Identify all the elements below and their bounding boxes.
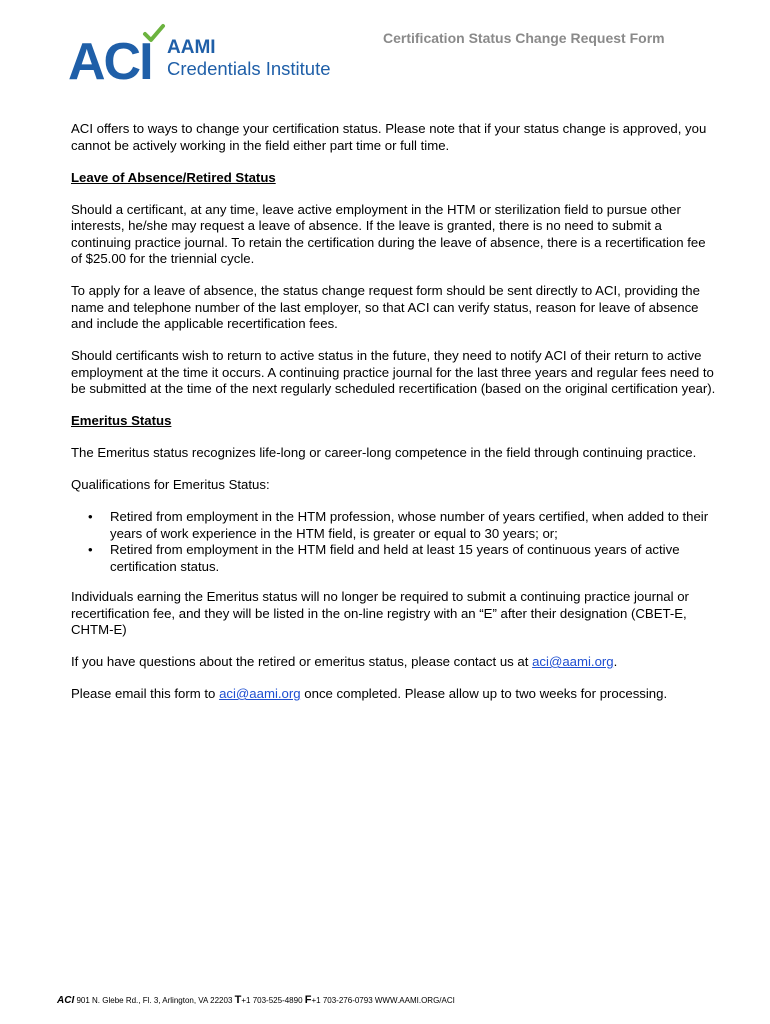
leave-paragraph-2: To apply for a leave of absence, the status change request form should be sent directly to ACI, providing the name and telephone number of the last employer, so that ACI can verify status, reason for leave of absence and include the applicable recertification fees. (71, 283, 700, 331)
list-item: • Retired from employment in the HTM profession, whose number of years certified, when added to their years of work experience in the HTM field, is greater or equal to 30 years; or; (110, 509, 719, 542)
questions-paragraph (71, 654, 719, 671)
logo-line-credentials: Credentials Institute (167, 58, 331, 79)
footer-phone-label: T (234, 994, 242, 1006)
submit-paragraph (71, 686, 719, 703)
qualifications-list (71, 509, 719, 575)
leave-paragraph-3: Should certificants wish to return to active status in the future, they need to notify ACI of their return to active employment at the time it occurs. A continuing practice journal for the last three years and regular fees need to be submitted at the time of the next regularly scheduled recertification (based on the original certification year). (71, 348, 716, 396)
emeritus-paragraph-1: The Emeritus status recognizes life-long or career-long competence in the field through continuing practice. (71, 445, 697, 460)
footer-brand: ACI (57, 995, 75, 1006)
footer-address-text: 901 N. Glebe Rd., Fl. 3, Arlington, VA 22203 (74, 996, 235, 1005)
leave-paragraph-1: Should a certificant, at any time, leave active employment in the HTM or sterilization field to pursue other interests, he/she may request a leave of absence. If the leave is granted, there is no need to submit a continuing practice journal. To retain the certification during the leave of absence, there is a recertification fee of $25.00 for the triennial cycle. (71, 201, 706, 266)
emeritus-heading: Emeritus Status (71, 413, 172, 428)
footer-fax-website: +1 703-276-0793 WWW.AAMI.ORG/ACI (311, 996, 455, 1005)
footer-phone: +1 703-525-4890 (241, 996, 305, 1005)
leave-heading: Leave of Absence/Retired Status (71, 169, 276, 185)
qualifications-label: Qualifications for Emeritus Status: (71, 477, 270, 492)
submit-email-link[interactable]: aci@aami.org (219, 686, 301, 701)
list-item: • Retired from employment in the HTM field and held at least 15 years of continuous years of active certification status. (110, 542, 719, 575)
logo-mark: ACI (68, 33, 152, 91)
form-title: Certification Status Change Request Form (383, 30, 665, 46)
aci-logo (68, 22, 348, 91)
footer-fax-label: F (304, 994, 312, 1006)
emeritus-paragraph-2: Individuals earning the Emeritus status will no longer be required to submit a continuing practice journal or recertification fee, and they will be listed in the on-line registry with an “E” after their designation (CBET-E, CHTM-E) (71, 589, 689, 637)
submit-end: once completed. Please allow up to two weeks for processing. (300, 686, 668, 701)
document-body (71, 121, 719, 718)
intro-paragraph: ACI offers to ways to change your certification status. Please note that if your status change is approved, you cannot be actively working in the field either part time or full time. (71, 121, 707, 153)
footer-address (57, 994, 455, 1006)
questions-text: If you have questions about the retired or emeritus status, please contact us at (71, 654, 533, 669)
questions-email-link[interactable]: aci@aami.org (532, 654, 614, 669)
questions-end: . (613, 654, 618, 669)
submit-text: Please email this form to (71, 686, 220, 701)
logo-line-aami: AAMI (167, 37, 216, 58)
